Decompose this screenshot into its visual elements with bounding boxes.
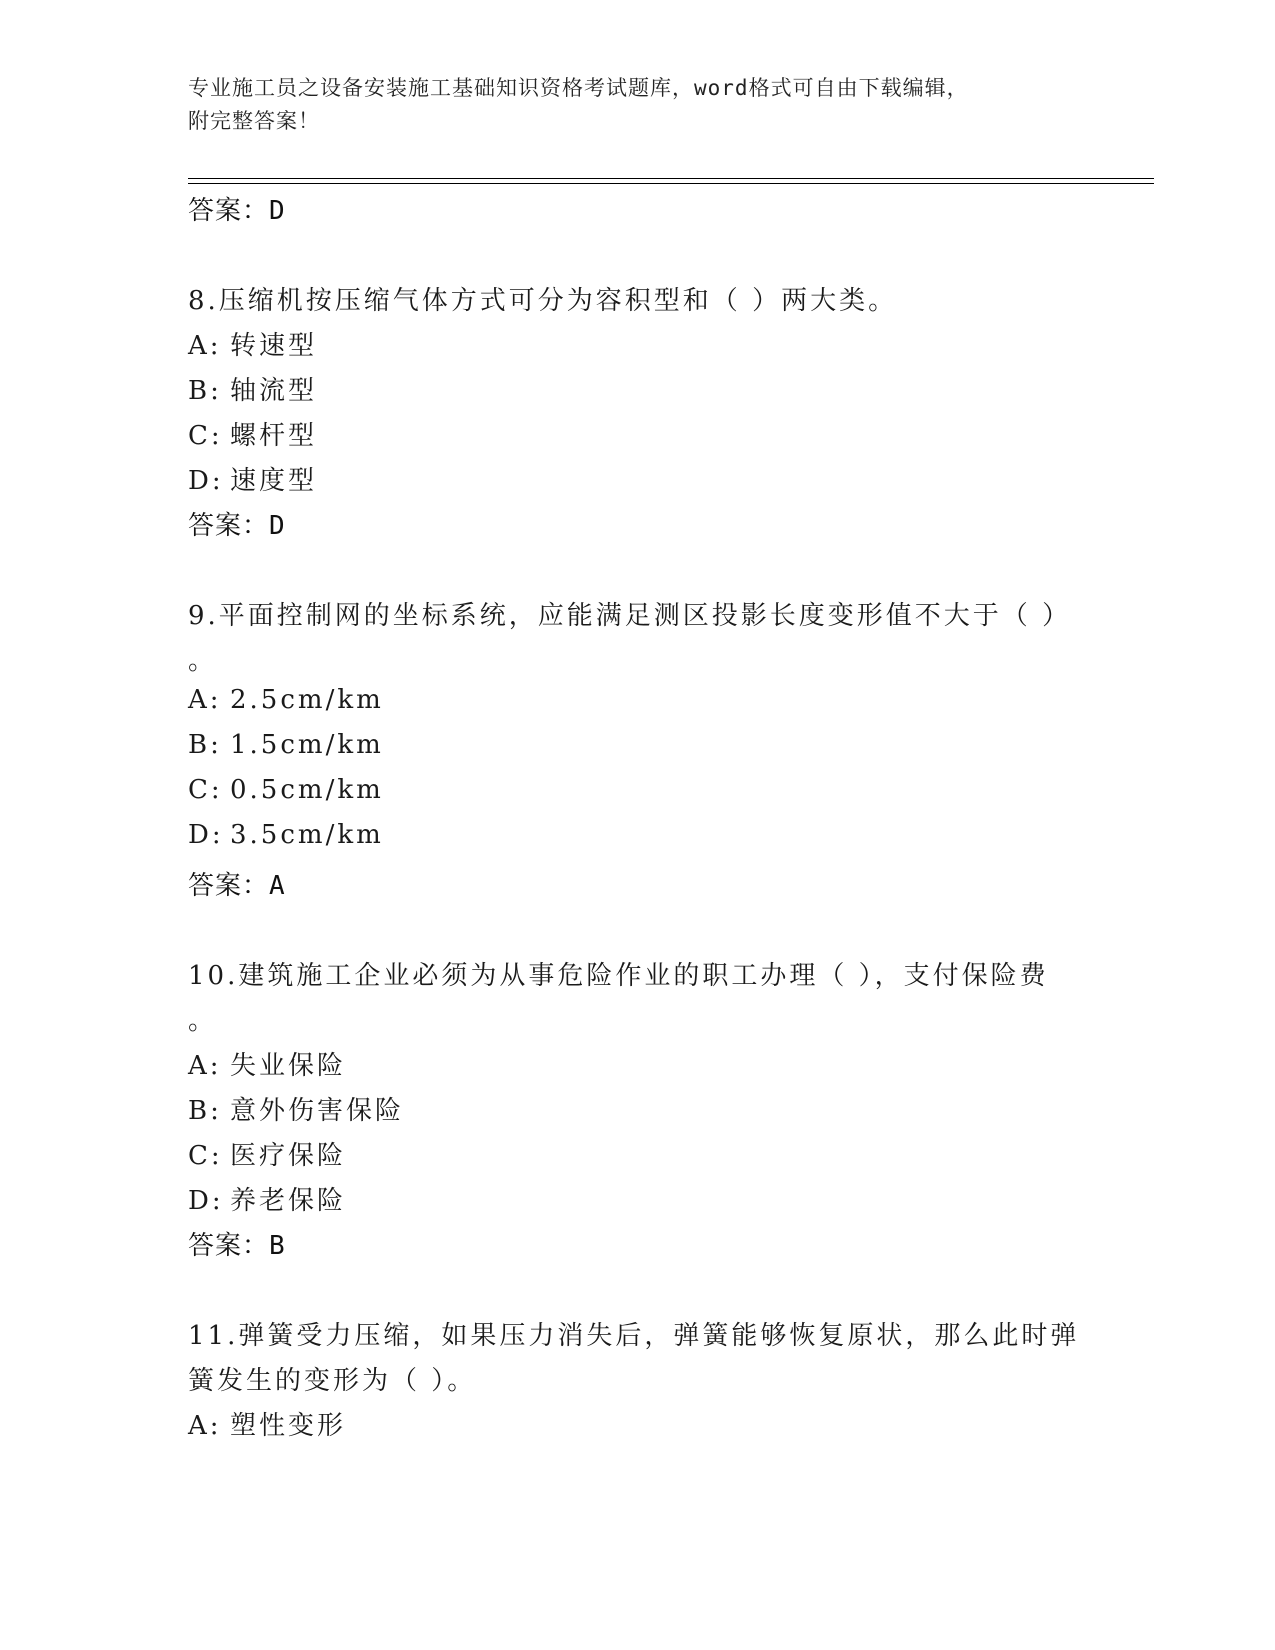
option-letter: B: bbox=[188, 376, 222, 406]
header-divider-top bbox=[188, 178, 1154, 179]
option-text: 医疗保险 bbox=[230, 1141, 347, 1171]
question-10-option-c bbox=[188, 1135, 346, 1172]
option-letter: B: bbox=[188, 730, 222, 760]
option-text: 塑性变形 bbox=[230, 1411, 347, 1441]
question-9-stem: 9.平面控制网的坐标系统，应能满足测区投影长度变形值不大于（ ） bbox=[188, 601, 1072, 631]
question-9-option-b bbox=[188, 730, 384, 760]
option-letter: D: bbox=[188, 1186, 224, 1216]
option-letter: A: bbox=[188, 331, 222, 361]
option-letter: C: bbox=[188, 1141, 223, 1171]
question-8-option-c bbox=[188, 415, 317, 452]
question-11-stem-cont: 簧发生的变形为（ ）。 bbox=[188, 1366, 477, 1396]
question-9-stem-cont: 。 bbox=[188, 646, 218, 676]
question-8-option-b bbox=[188, 370, 317, 407]
answer-prev: 答案：D bbox=[188, 196, 286, 226]
question-8-option-a bbox=[188, 325, 317, 362]
option-text: 1.5cm/km bbox=[230, 730, 384, 760]
option-letter: A: bbox=[188, 1051, 222, 1081]
question-10-option-d bbox=[188, 1180, 346, 1217]
option-text: 意外伤害保险 bbox=[230, 1096, 405, 1126]
document-header bbox=[188, 72, 1068, 138]
question-11-stem: 11.弹簧受力压缩，如果压力消失后，弹簧能够恢复原状，那么此时弹 bbox=[188, 1321, 1080, 1351]
option-letter: A: bbox=[188, 1411, 222, 1441]
option-letter: D: bbox=[188, 466, 224, 496]
option-text: 转速型 bbox=[230, 331, 318, 361]
option-text: 养老保险 bbox=[230, 1186, 347, 1216]
question-8-option-d bbox=[188, 460, 317, 497]
option-text: 3.5cm/km bbox=[230, 820, 384, 850]
question-8-answer: 答案：D bbox=[188, 511, 286, 541]
option-text: 2.5cm/km bbox=[230, 685, 384, 715]
question-9-option-a bbox=[188, 685, 384, 715]
option-text: 螺杆型 bbox=[230, 421, 318, 451]
option-letter: D: bbox=[188, 820, 224, 850]
question-11-option-a bbox=[188, 1405, 346, 1442]
header-line-2: 附完整答案！ bbox=[188, 109, 320, 133]
question-10-option-b bbox=[188, 1090, 404, 1127]
question-9-answer: 答案：A bbox=[188, 871, 286, 901]
option-text: 轴流型 bbox=[230, 376, 318, 406]
option-letter: C: bbox=[188, 775, 223, 805]
option-letter: C: bbox=[188, 421, 223, 451]
question-10-option-a bbox=[188, 1045, 346, 1082]
option-text: 失业保险 bbox=[230, 1051, 347, 1081]
option-letter: B: bbox=[188, 1096, 222, 1126]
question-10-stem: 10.建筑施工企业必须为从事危险作业的职工办理（ ），支付保险费 bbox=[188, 961, 1049, 991]
question-9-option-c bbox=[188, 775, 384, 805]
option-text: 0.5cm/km bbox=[230, 775, 384, 805]
header-line-1: 专业施工员之设备安装施工基础知识资格考试题库，word格式可自由下载编辑， bbox=[188, 76, 969, 100]
question-10-answer: 答案：B bbox=[188, 1231, 286, 1261]
option-text: 速度型 bbox=[230, 466, 318, 496]
question-10-stem-cont: 。 bbox=[188, 1006, 218, 1036]
option-letter: A: bbox=[188, 685, 222, 715]
header-divider-bottom bbox=[188, 183, 1154, 184]
question-9-option-d bbox=[188, 820, 384, 850]
question-8-stem: 8.压缩机按压缩气体方式可分为容积型和（ ）两大类。 bbox=[188, 286, 898, 316]
